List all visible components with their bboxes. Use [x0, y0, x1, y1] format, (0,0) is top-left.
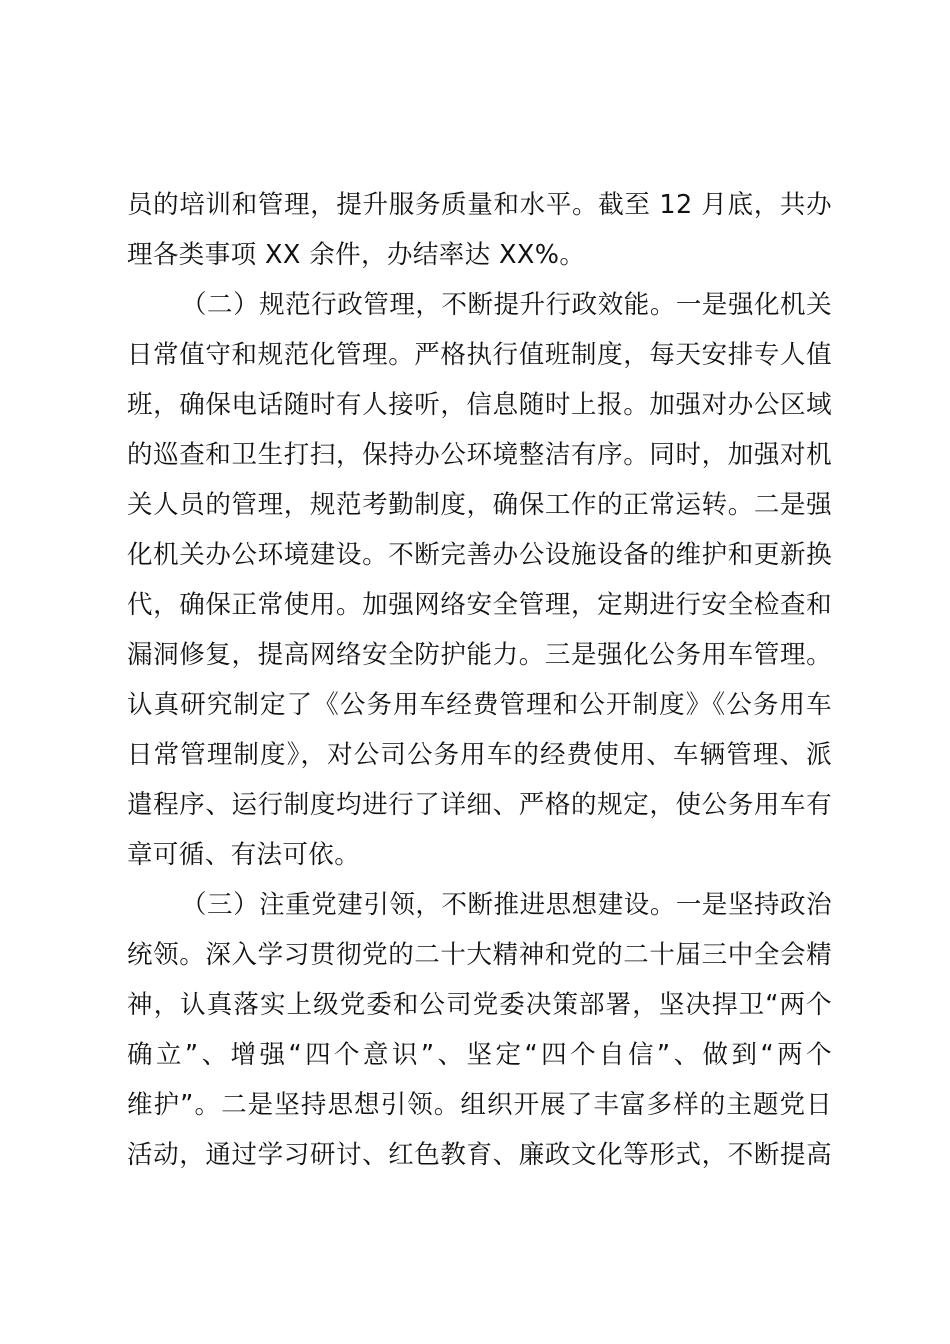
text-line: 班，确保电话随时有人接听，信息随时上报。加强对办公区域: [127, 390, 832, 420]
text-line: 确立”、增强“四个意识”、坚定“四个自信”、做到“两个: [127, 1040, 832, 1070]
text-line: 遣程序、运行制度均进行了详细、严格的规定，使公务用车有: [127, 790, 832, 820]
text-line: 代，确保正常使用。加强网络安全管理，定期进行安全检查和: [127, 590, 832, 620]
text-line: 理各类事项 XX 余件，办结率达 XX%。: [127, 240, 586, 270]
text-line: 统领。深入学习贯彻党的二十大精神和党的二十届三中全会精: [127, 940, 832, 970]
section-heading-line: （三）注重党建引领，不断推进思想建设。一是坚持政治: [181, 890, 832, 920]
text-line: 维护”。二是坚持思想引领。组织开展了丰富多样的主题党日: [127, 1090, 832, 1120]
text-line: 神，认真落实上级党委和公司党委决策部署，坚决捍卫“两个: [127, 990, 832, 1020]
text-line: 员的培训和管理，提升服务质量和水平。截至 12 月底，共办: [127, 190, 832, 220]
text-line: 化机关办公环境建设。不断完善办公设施设备的维护和更新换: [127, 540, 832, 570]
text-line: 日常值守和规范化管理。严格执行值班制度，每天安排专人值: [127, 340, 832, 370]
text-line: 章可循、有法可依。: [127, 840, 361, 870]
text-line: 关人员的管理，规范考勤制度，确保工作的正常运转。二是强: [127, 490, 832, 520]
document-body: [127, 180, 832, 1180]
section-heading-line: （二）规范行政管理，不断提升行政效能。一是强化机关: [181, 290, 832, 320]
text-line: 漏洞修复，提高网络安全防护能力。三是强化公务用车管理。: [127, 640, 832, 670]
text-line: 认真研究制定了《公务用车经费管理和公开制度》《公务用车: [127, 690, 832, 720]
text-line: 的巡查和卫生打扫，保持办公环境整洁有序。同时，加强对机: [127, 440, 832, 470]
text-line: 日常管理制度》，对公司公务用车的经费使用、车辆管理、派: [127, 740, 832, 770]
text-line: 活动，通过学习研讨、红色教育、廉政文化等形式，不断提高: [127, 1140, 832, 1170]
